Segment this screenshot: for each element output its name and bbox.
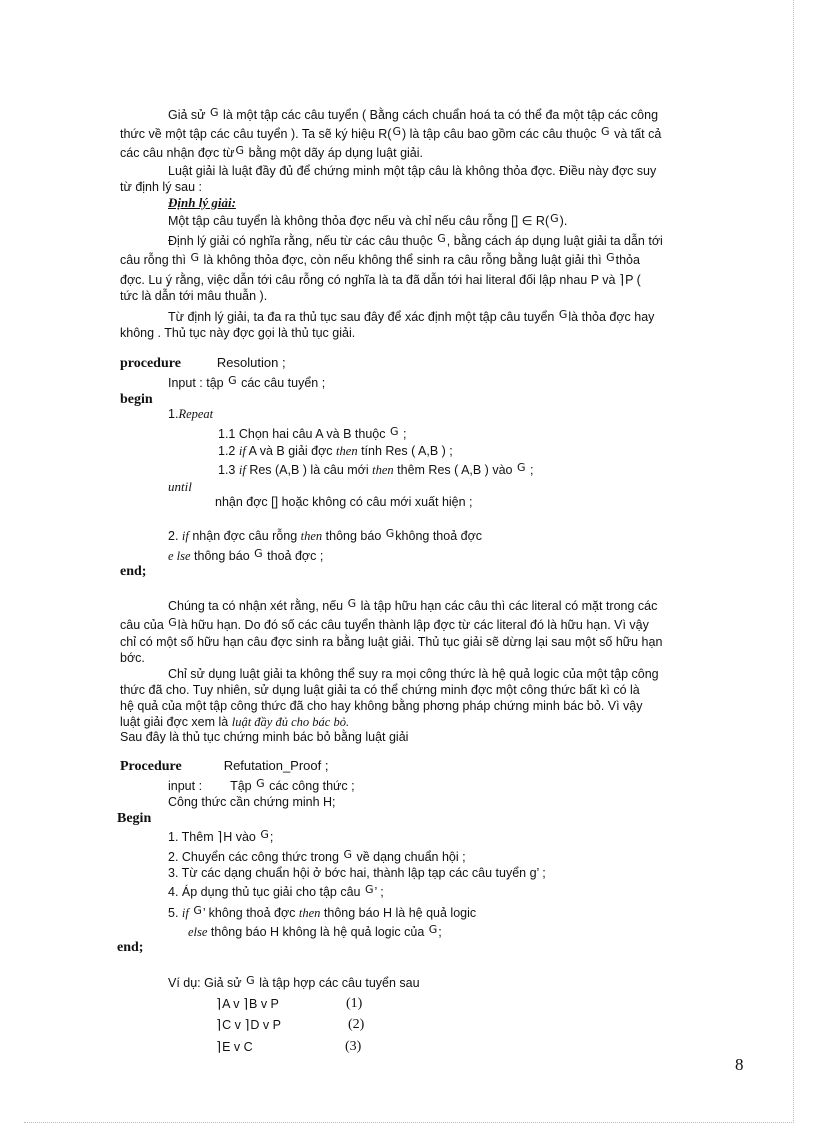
gamma-symbol: G xyxy=(550,212,559,225)
proc2-step-3: 3. Từ các dạng chuẩn hội ở bớc hai, thành lập tạp các câu tuyển g’ ; xyxy=(168,866,546,880)
procedure-2-input-2: Công thức cần chứng minh H; xyxy=(168,795,336,809)
negation-icon: ⌉ xyxy=(217,830,223,845)
intro-line-2: thức về một tập các câu tuyển ). Ta sẽ ký hiệu R(G) là tập câu bao gồm các câu thuộc G và tất cả xyxy=(120,125,662,141)
procedure-2-header: Procedure Refutation_Proof ; xyxy=(120,758,329,774)
intro-line-1: Giả sử G là một tập các câu tuyển ( Bằng cách chuẩn hoá ta có thể đa một tập các công xyxy=(168,106,659,122)
gamma-symbol: G xyxy=(606,251,615,264)
theorem-line-1: Một tập câu tuyển là không thỏa đợc nếu và chỉ nếu câu rỗng [] ∈ R(G). xyxy=(168,212,568,228)
negation-icon: ⌉ xyxy=(242,997,249,1012)
remark-line-7: hệ quả của một tập công thức đã cho hay không bằng phơng pháp chứng minh bác bỏ. Vì vậy xyxy=(120,699,643,713)
clause-1-number: (1) xyxy=(346,996,363,1011)
proc2-step-2: 2. Chuyển các công thức trong G về dạng chuẩn hội ; xyxy=(168,848,466,864)
clause-2: ⌉C v ⌉D v P xyxy=(216,1018,281,1033)
theorem-line-7: không . Thủ tục này đợc gọi là thủ tục giải. xyxy=(120,326,356,340)
until-condition: nhận đợc [] hoặc không có câu mới xuất hiện ; xyxy=(215,495,473,509)
until-keyword: until xyxy=(168,479,192,494)
repeat-line: 1.Repeat xyxy=(168,407,214,421)
remark-line-9: Sau đây là thủ tục chứng minh bác bỏ bằng luật giải xyxy=(120,730,409,744)
negation-icon: ⌉ xyxy=(244,1018,250,1033)
gamma-symbol: G xyxy=(428,923,438,936)
gamma-symbol: G xyxy=(254,547,263,560)
proc2-step-5: 5. if G’ không thoả đợc then thông báo H là hệ quả logic xyxy=(168,904,477,920)
gamma-symbol: G xyxy=(210,106,219,119)
step-2: 2. if nhận đợc câu rỗng then thông báo Gkhông thoả đợc xyxy=(168,527,483,543)
gamma-symbol: G xyxy=(343,848,352,861)
gamma-symbol: G xyxy=(168,616,177,629)
gamma-symbol: G xyxy=(558,308,568,321)
procedure-2-input: input : Tập G các công thức ; xyxy=(168,777,355,793)
page-border-right xyxy=(793,0,794,1123)
proc2-step-4: 4. Áp dụng thủ tục giải cho tập câu G’ ; xyxy=(168,883,384,899)
theorem-line-6: Từ định lý giải, ta đa ra thủ tục sau đây để xác định một tập câu tuyển Glà thỏa đợc hay xyxy=(168,308,655,324)
gamma-symbol: G xyxy=(256,777,265,790)
procedure-header: procedure Resolution ; xyxy=(120,355,286,371)
remark-line-6: thức đã cho. Tuy nhiên, sử dụng luật giải ta có thể chứng minh đợc một công thức bất kì có là xyxy=(120,683,640,697)
step-1-3: 1.3 if Res (A,B ) là câu mới then thêm Res ( A,B ) vào G ; xyxy=(218,461,534,477)
remark-line-5: Chỉ sử dụng luật giải ta không thể suy ra mọi công thức là hệ quả logic của một tập công xyxy=(168,667,659,681)
step-1-1: 1.1 Chọn hai câu A và B thuộc G ; xyxy=(218,425,407,441)
proc2-step-6: else thông báo H không là hệ quả logic của G; xyxy=(188,923,442,939)
gamma-symbol: G xyxy=(246,974,255,987)
begin-keyword-2: Begin xyxy=(117,811,152,826)
remark-line-3: chỉ có một số hữu hạn câu đợc sinh ra bằng luật giải. Thủ tục giải sẽ dừng lại sau một số hữu hạn xyxy=(120,635,663,649)
end-keyword-2: end; xyxy=(117,940,144,955)
intro-line-4: Luật giải là luật đầy đủ để chứng minh một tập câu là không thỏa đợc. Điều này đợc suy xyxy=(168,164,657,178)
intro-line-5: từ định lý sau : xyxy=(120,180,203,194)
step-3: e lse thông báo G thoả đợc ; xyxy=(168,547,324,563)
gamma-symbol: G xyxy=(193,904,202,917)
theorem-line-3: câu rỗng thì G là không thỏa đợc, còn nếu không thể sinh ra câu rỗng bằng luật giải thì Gthỏa xyxy=(120,251,640,267)
clause-3: ⌉E v C xyxy=(216,1040,253,1055)
example-intro: Ví dụ: Giả sử G là tập hợp các câu tuyển sau xyxy=(168,974,420,990)
negation-icon: ⌉ xyxy=(216,1040,222,1055)
theorem-heading: Định lý giải: xyxy=(168,195,236,210)
negation-icon: ⌉ xyxy=(216,1018,222,1033)
gamma-symbol: G xyxy=(601,125,610,138)
end-keyword: end; xyxy=(120,564,147,579)
gamma-symbol: G xyxy=(389,425,399,438)
theorem-line-5: tức là dẫn tới mâu thuẫn ). xyxy=(120,289,268,303)
gamma-symbol: G xyxy=(364,883,374,896)
gamma-symbol: G xyxy=(228,374,237,387)
gamma-symbol: G xyxy=(516,461,526,474)
gamma-symbol: G xyxy=(392,125,401,138)
gamma-symbol: G xyxy=(260,828,269,841)
proc2-step-1: 1. Thêm ⌉H vào G; xyxy=(168,828,274,845)
remark-line-4: bớc. xyxy=(120,651,145,665)
negation-icon: ⌉ xyxy=(216,997,222,1012)
intro-line-3: các câu nhận đợc từG bằng một dãy áp dụng luật giải. xyxy=(120,144,423,160)
clause-2-number: (2) xyxy=(348,1017,365,1032)
step-1-2: 1.2 if A và B giải đợc then tính Res ( A,B ) ; xyxy=(218,444,453,458)
clause-3-number: (3) xyxy=(345,1039,362,1054)
remark-line-1: Chúng ta có nhận xét rằng, nếu G là tập hữu hạn các câu thì các literal có mặt trong các xyxy=(168,597,658,613)
gamma-symbol: G xyxy=(347,597,357,610)
gamma-symbol: G xyxy=(190,251,200,264)
theorem-line-4: đợc. Lu ý rằng, việc dẫn tới câu rỗng có nghĩa là ta đã dẫn tới hai literal đối lập nhau P và ⌉P ( xyxy=(120,273,641,288)
begin-keyword: begin xyxy=(120,392,153,407)
clause-1: ⌉A v ⌉B v P xyxy=(216,997,279,1012)
theorem-line-2: Định lý giải có nghĩa rằng, nếu từ các câu thuộc G, bằng cách áp dụng luật giải ta dẫn tới xyxy=(168,232,663,248)
procedure-input: Input : tập G các câu tuyển ; xyxy=(168,374,326,390)
page-number: 8 xyxy=(735,1055,744,1074)
remark-line-2: câu của Glà hữu hạn. Do đó số các câu tuyển thành lập đợc từ các literal đó là hữu hạn. Vì vậy xyxy=(120,616,649,632)
remark-line-8: luật giải đợc xem là luật đầy đủ cho bác bỏ. xyxy=(120,715,350,729)
gamma-symbol: G xyxy=(385,527,395,540)
gamma-symbol: G xyxy=(437,232,446,245)
gamma-symbol: G xyxy=(235,144,245,157)
negation-icon: ⌉ xyxy=(619,273,625,288)
